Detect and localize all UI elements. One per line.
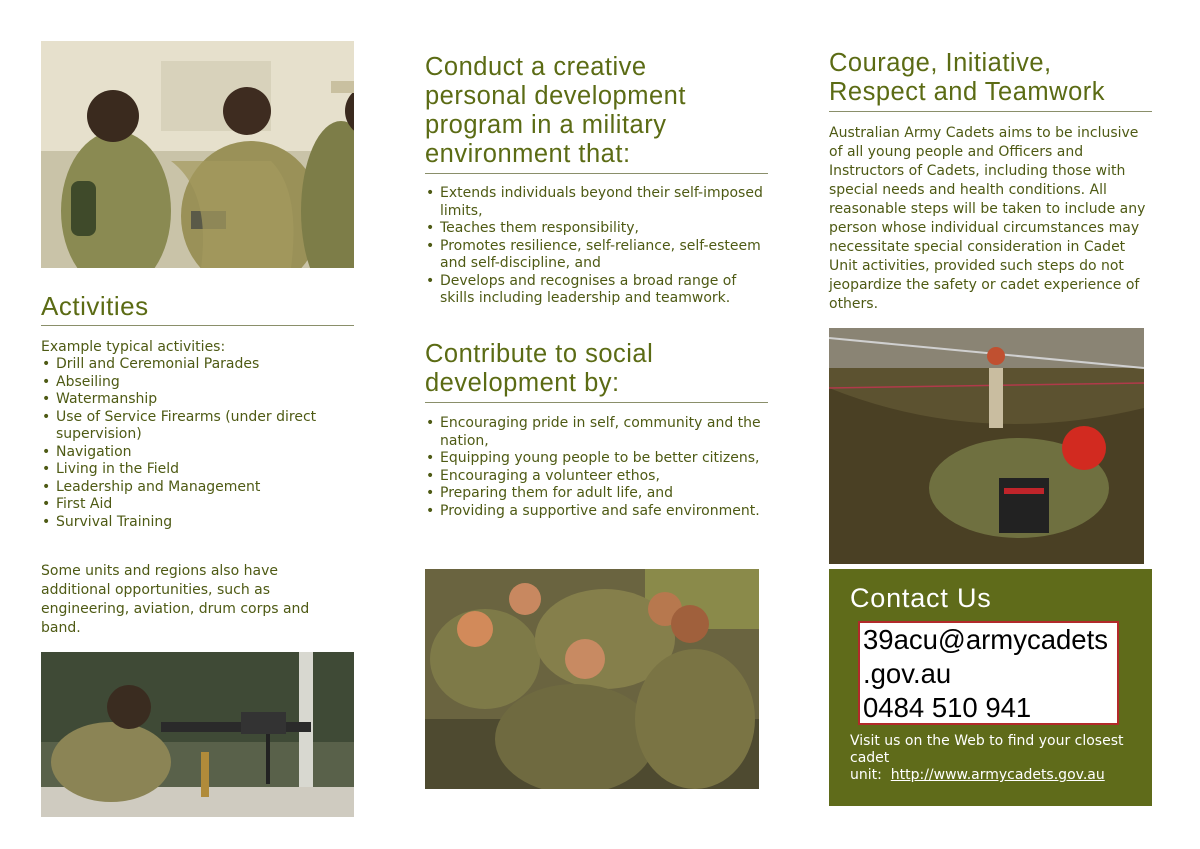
cadets-mud-crawl-photo bbox=[425, 569, 759, 789]
list-item: • Use of Service Firearms (under direct supervision) bbox=[41, 409, 354, 444]
list-item: • Navigation bbox=[41, 444, 354, 462]
contact-details-box bbox=[858, 621, 1119, 725]
list-item: • Equipping young people to be better citizens, bbox=[425, 450, 770, 468]
email-link[interactable]: 39acu@armycadets bbox=[863, 624, 1108, 655]
personal-list bbox=[425, 185, 770, 308]
contact-panel bbox=[829, 569, 1152, 806]
values-heading: Courage, Initiative, Respect and Teamwork bbox=[829, 49, 1105, 106]
personal-divider bbox=[425, 173, 768, 174]
list-item: • Encouraging a volunteer ethos, bbox=[425, 468, 770, 486]
list-item: • Leadership and Management bbox=[41, 479, 354, 497]
activities-heading: Activities bbox=[41, 291, 149, 321]
list-item: • Survival Training bbox=[41, 514, 354, 532]
social-divider bbox=[425, 402, 768, 403]
personal-development-heading: Conduct a creative personal development program in a military environment that: bbox=[425, 53, 686, 168]
website-link[interactable]: http://www.armycadets.gov.au bbox=[890, 767, 1105, 783]
visit-sentence: Visit us on the Web to find your closest cadet bbox=[850, 733, 1124, 766]
list-item: • Abseiling bbox=[41, 374, 354, 392]
activities-list bbox=[41, 356, 354, 531]
social-development-heading: Contribute to social development by: bbox=[425, 340, 654, 397]
list-item: • Promotes resilience, self-reliance, self-esteem and self-discipline, and bbox=[425, 238, 770, 273]
values-body: Australian Army Cadets aims to be inclusive of all young people and Officers and Instructors of Cadets, including those with special needs and health conditions. All reasonable steps will be taken to include any person whose individual circumstances may necessitate special consideration in Cadet Unit activities, provided such steps do not jeopardize the safety or cadet experience of others. bbox=[829, 125, 1146, 312]
activities-intro: Example typical activities: bbox=[41, 339, 226, 355]
activities-divider bbox=[41, 325, 354, 326]
list-item: • First Aid bbox=[41, 496, 354, 514]
list-item: • Extends individuals beyond their self-imposed limits, bbox=[425, 185, 770, 220]
phone-number[interactable]: 0484 510 941 bbox=[863, 692, 1032, 723]
social-list bbox=[425, 415, 770, 520]
list-item: • Encouraging pride in self, community and the nation, bbox=[425, 415, 770, 450]
visit-text bbox=[850, 733, 1140, 784]
list-item: • Drill and Ceremonial Parades bbox=[41, 356, 354, 374]
unit-label: unit: bbox=[850, 767, 882, 783]
contact-heading: Contact Us bbox=[850, 583, 992, 613]
email-link-continued[interactable]: .gov.au bbox=[863, 658, 952, 689]
activities-extra: Some units and regions also have additional opportunities, such as engineering, aviation, drum corps and band. bbox=[41, 563, 310, 636]
list-item: • Living in the Field bbox=[41, 461, 354, 479]
list-item: • Develops and recognises a broad range of skills including leadership and teamwork. bbox=[425, 273, 770, 308]
cadets-firing-range-photo bbox=[41, 652, 354, 817]
list-item: • Preparing them for adult life, and bbox=[425, 485, 770, 503]
list-item: • Teaches them responsibility, bbox=[425, 220, 770, 238]
cadets-radio-photo bbox=[41, 41, 354, 268]
list-item: • Providing a supportive and safe environment. bbox=[425, 503, 770, 521]
values-divider bbox=[829, 111, 1152, 112]
list-item: • Watermanship bbox=[41, 391, 354, 409]
cadet-flying-fox-photo bbox=[829, 328, 1144, 564]
